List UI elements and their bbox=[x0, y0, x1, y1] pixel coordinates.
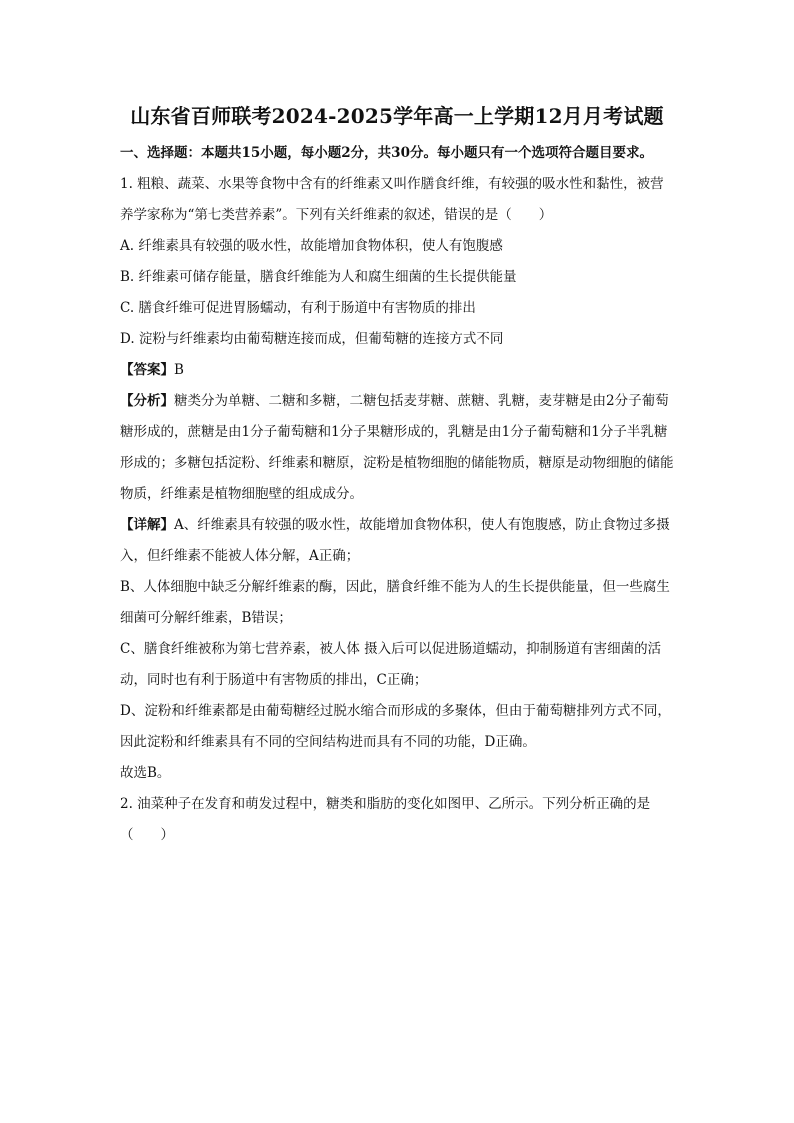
question-1-detail-b: B、人体细胞中缺乏分解纤维素的酶，因此，膳食纤维不能为人的生长提供能量，但一些腐生细菌可分解纤维素，B错误； bbox=[120, 579, 670, 626]
analysis-text: 糖类分为单糖、二糖和多糖，二糖包括麦芽糖、蔗糖、乳糖，麦芽糖是由2分子葡萄糖形成的，蔗糖是由1分子葡萄糖和1分子果糖形成的，乳糖是由1分子葡萄糖和1分子半乳糖形成的；多糖包括淀粉、纤维素和糖原，淀粉是植物细胞的储能物质，糖原是动物细胞的储能物质，纤维素是植物细胞壁的组成成分。 bbox=[120, 393, 674, 502]
question-1-answer bbox=[120, 355, 674, 386]
analysis-tag: 【分析】 bbox=[120, 393, 174, 409]
question-2-stem: 2. 油菜种子在发育和萌发过程中，糖类和脂肪的变化如图甲、乙所示。下列分析正确的是（ ） bbox=[120, 796, 651, 843]
question-1-detail-c: C、膳食纤维被称为第七营养素，被人体 摄入后可以促进肠道蠕动，抑制肠道有害细菌的活动，同时也有利于肠道中有害物质的排出，C正确； bbox=[120, 641, 662, 688]
answer-value: B bbox=[174, 362, 184, 378]
answer-tag: 【答案】 bbox=[120, 362, 174, 378]
question-1-conclusion: 故选B。 bbox=[120, 765, 171, 781]
exam-title: 山东省百师联考2024-2025学年高一上学期12月月考试题 bbox=[130, 104, 664, 128]
question-1-option-d: D. 淀粉与纤维素均由葡萄糖连接而成，但葡萄糖的连接方式不同 bbox=[120, 331, 504, 347]
question-1-stem: 1. 粗粮、蔬菜、水果等食物中含有的纤维素又叫作膳食纤维，有较强的吸水性和黏性，被营养学家称为“第七类营养素”。下列有关纤维素的叙述，错误的是（ ） bbox=[120, 176, 664, 223]
section-header: 一、选择题：本题共15小题，每小题2分，共30分。每小题只有一个选项符合题目要求。 bbox=[120, 145, 653, 161]
question-1-option-c: C. 膳食纤维可促进胃肠蠕动，有利于肠道中有害物质的排出 bbox=[120, 300, 476, 316]
question-1-option-b: B. 纤维素可储存能量，膳食纤维能为人和腐生细菌的生长提供能量 bbox=[120, 269, 517, 285]
detail-tag: 【详解】 bbox=[120, 517, 174, 533]
question-1-detail-d: D、淀粉和纤维素都是由葡萄糖经过脱水缩合而形成的多聚体，但由于葡萄糖排列方式不同，因此淀粉和纤维素具有不同的空间结构进而具有不同的功能，D正确。 bbox=[120, 703, 671, 750]
question-1-analysis bbox=[120, 386, 674, 510]
detail-a-text: A、纤维素具有较强的吸水性，故能增加食物体积，使人有饱腹感，防止食物过多摄入，但纤维素不能被人体分解，A正确； bbox=[120, 517, 670, 564]
question-1-detail-a bbox=[120, 510, 674, 572]
document-content bbox=[120, 102, 674, 851]
question-1-option-a: A. 纤维素具有较强的吸水性，故能增加食物体积，使人有饱腹感 bbox=[120, 238, 503, 254]
